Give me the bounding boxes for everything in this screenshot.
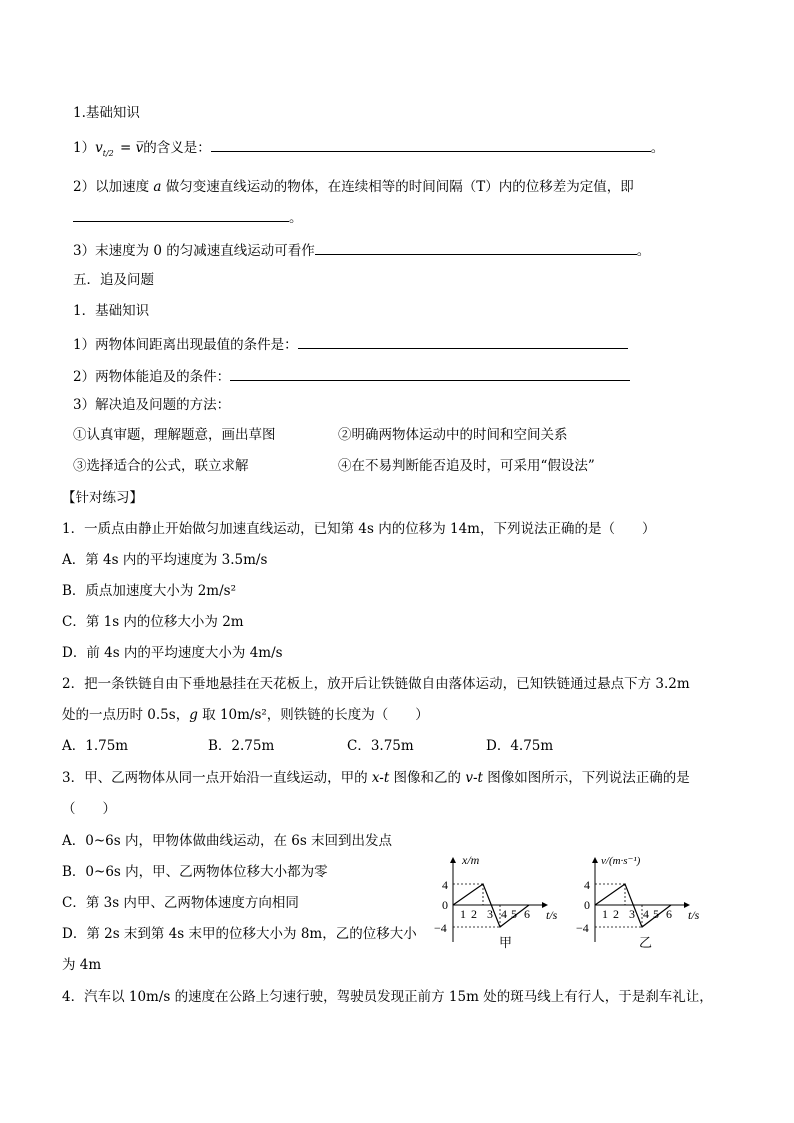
answer-blank[interactable] <box>315 240 637 255</box>
practice-q3-option-d-line-1: D．第 2s 末到第 4s 末甲的位移大小为 8m，乙的位移大小 <box>62 926 417 942</box>
x-tick-label: 5 <box>653 907 659 921</box>
q1-prefix: 1） <box>73 140 96 156</box>
x-tick-label: 3 <box>629 907 635 921</box>
practice-q4: 4．汽车以 10m/s 的速度在公路上匀速行驶，驾驶员发现正前方 15m 处的斑马线上有行人，于是刹车礼让， <box>62 989 713 1005</box>
x-tick-label: 4 <box>643 907 649 921</box>
velocity-subscript: t/2 <box>102 149 114 158</box>
graph-jia-xt <box>425 852 575 952</box>
graph-caption: 乙 <box>639 935 653 950</box>
q3-text-a: 3．甲、乙两物体从同一点开始沿一直线运动，甲的 <box>62 770 372 786</box>
q2-text-a: 2）以加速度 <box>73 179 154 195</box>
pursuit-point-2 <box>73 366 630 386</box>
x-tick-label: 3 <box>487 907 493 921</box>
end-mark: 。 <box>650 140 665 156</box>
graph-yi-vt <box>567 852 717 952</box>
question-1-line <box>73 137 664 163</box>
y-tick-label: −4 <box>434 921 447 935</box>
average-velocity-symbol: v̅ <box>135 140 144 156</box>
question-2-line-1 <box>73 178 634 196</box>
q3-text-c: 图像如图所示，下列说法正确的是 <box>482 770 690 786</box>
practice-q3-line-1 <box>62 769 690 787</box>
q3-text-b: 图像和乙的 <box>389 770 466 786</box>
x-axis-label: t/s <box>546 908 558 922</box>
answer-blank[interactable] <box>298 334 628 349</box>
y-axis-label: v/(m·s⁻¹) <box>601 855 641 867</box>
method-4: ④在不易判断能否追及时，可采用“假设法” <box>338 458 595 474</box>
practice-q2-option-b: B．2.75m <box>208 738 275 754</box>
q3-text: 3）末速度为 0 的匀减速直线运动可看作 <box>73 243 315 259</box>
section-heading-pursuit: 五．追及问题 <box>73 272 154 288</box>
section-heading-basic: 1.基础知识 <box>73 105 140 121</box>
x-tick-label: 6 <box>666 907 672 921</box>
question-2-line-2 <box>73 207 303 227</box>
x-tick-label: 2 <box>471 907 477 921</box>
vt-label: v-t <box>465 770 483 786</box>
practice-heading: 【针对练习】 <box>62 490 143 506</box>
subheading-basic: 1．基础知识 <box>73 303 150 319</box>
practice-q2-line-1: 2．把一条铁链自由下垂地悬挂在天花板上，放开后让铁链做自由落体运动，已知铁链通过悬点下方 3.2m <box>62 676 690 692</box>
practice-q1: 1．一质点由静止开始做匀加速直线运动，已知第 4s 内的位移为 14m，下列说法正确的是（ ） <box>62 521 656 537</box>
pursuit-point-3: 3）解决追及问题的方法： <box>73 397 231 413</box>
practice-q1-option-d: D．前 4s 内的平均速度大小为 4m/s <box>62 645 283 661</box>
answer-blank[interactable] <box>73 207 289 222</box>
practice-q2-option-a: A．1.75m <box>62 738 129 754</box>
end-mark: 。 <box>289 210 303 226</box>
practice-q3-option-a: A．0~6s 内，甲物体做曲线运动，在 6s 末回到出发点 <box>62 833 393 849</box>
method-1: ①认真审题，理解题意，画出草图 <box>73 427 276 443</box>
method-3: ③选择适合的公式，联立求解 <box>73 458 249 474</box>
practice-q2-option-d: D．4.75m <box>486 738 554 754</box>
x-tick-label: 5 <box>511 907 517 921</box>
practice-q3-option-c: C．第 3s 内甲、乙两物体速度方向相同 <box>62 895 299 911</box>
q2-text-b: 取 10m/s²，则铁链的长度为（ ） <box>197 707 429 723</box>
y-tick-label: −4 <box>576 921 589 935</box>
practice-q2-option-c: C．3.75m <box>347 738 414 754</box>
p2-text: 2）两物体能追及的条件： <box>73 369 231 385</box>
q2-text-a: 处的一点历时 0.5s， <box>62 707 190 723</box>
y-tick-label: 0 <box>442 898 448 912</box>
acceleration-symbol: a <box>153 179 162 195</box>
p1-text: 1）两物体间距离出现最值的条件是： <box>73 337 298 353</box>
q1-text: 的含义是： <box>143 140 211 156</box>
x-tick-label: 4 <box>501 907 507 921</box>
y-tick-label: 4 <box>442 878 448 892</box>
practice-q2-line-2 <box>62 706 429 724</box>
x-axis-label: t/s <box>688 908 700 922</box>
practice-q3-option-d-line-2: 为 4m <box>62 957 102 973</box>
practice-q3-line-2: （ ） <box>62 801 116 817</box>
x-tick-label: 1 <box>602 907 608 921</box>
method-2: ②明确两物体运动中的时间和空间关系 <box>338 427 568 443</box>
practice-q1-option-c: C．第 1s 内的位移大小为 2m <box>62 614 244 630</box>
y-axis-label: x/m <box>462 853 480 867</box>
x-tick-label: 1 <box>460 907 466 921</box>
y-tick-label: 4 <box>584 878 590 892</box>
question-3-line <box>73 240 650 260</box>
y-tick-label: 0 <box>584 898 590 912</box>
equals-sign: = <box>115 140 136 156</box>
x-tick-label: 2 <box>613 907 619 921</box>
gravity-symbol: g <box>189 707 198 723</box>
practice-q1-option-a: A．第 4s 内的平均速度为 3.5m/s <box>62 552 268 568</box>
velocity-symbol: v <box>95 140 103 156</box>
xt-label: x-t <box>371 770 390 786</box>
practice-q1-option-b: B．质点加速度大小为 2m/s² <box>62 583 236 599</box>
practice-q3-option-b: B．0~6s 内，甲、乙两物体位移大小都为零 <box>62 864 328 880</box>
answer-blank[interactable] <box>211 137 651 152</box>
x-tick-label: 6 <box>524 907 530 921</box>
graph-caption: 甲 <box>499 935 513 950</box>
q2-text-b: 做匀变速直线运动的物体，在连续相等的时间间隔（T）内的位移差为定值，即 <box>161 179 634 195</box>
end-mark: 。 <box>636 243 651 259</box>
answer-blank[interactable] <box>230 366 630 381</box>
pursuit-point-1 <box>73 334 628 354</box>
